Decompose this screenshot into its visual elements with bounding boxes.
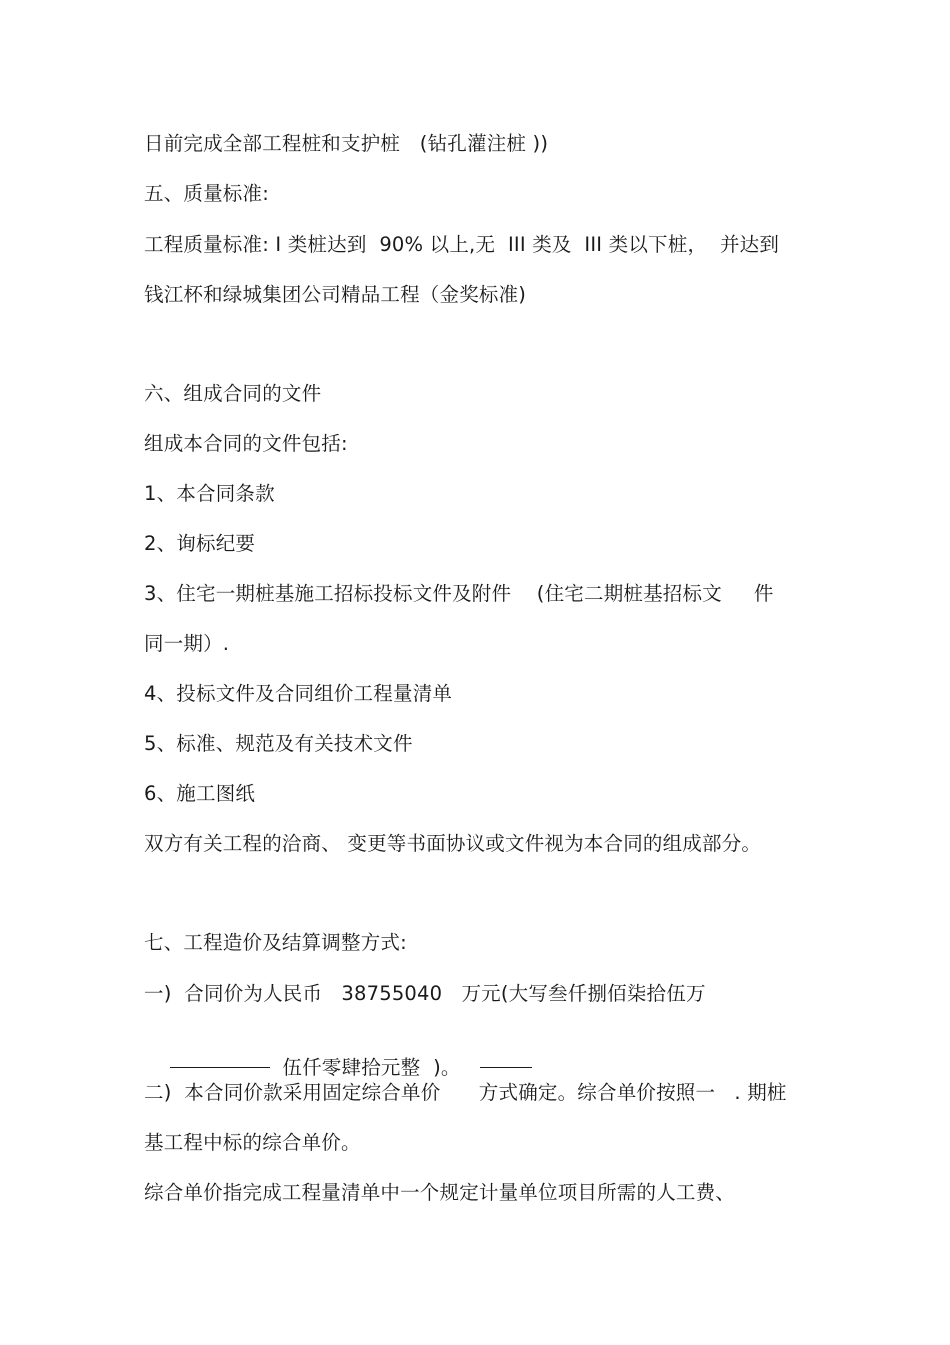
list-item: 2、询标纪要	[144, 532, 256, 555]
text-line: 同一期）.	[144, 632, 230, 655]
text-line: 工程质量标准: I 类桩达到 90% 以上,无 III 类及 III 类以下桩， 并达到	[144, 233, 780, 256]
text-line: 二) 本合同价款采用固定综合单价 方式确定。综合单价按照一 . 期桩	[144, 1081, 787, 1104]
section-heading-quality: 五、质量标准:	[144, 182, 269, 205]
text-line: 组成本合同的文件包括:	[144, 432, 348, 455]
underline-blank	[170, 1067, 270, 1068]
text-line: 钱江杯和绿城集团公司精品工程（金奖标准)	[144, 283, 527, 306]
section-heading-price: 七、工程造价及结算调整方式:	[144, 931, 407, 954]
text-line: 双方有关工程的洽商、 变更等书面协议或文件视为本合同的组成部分。	[144, 832, 762, 855]
list-item: 5、标准、规范及有关技术文件	[144, 732, 413, 755]
amount-text: 伍仟零肆拾元整 )。	[269, 1056, 461, 1079]
list-item: 6、施工图纸	[144, 782, 256, 805]
text-line: 基工程中标的综合单价。	[144, 1131, 361, 1154]
underline-blank	[480, 1067, 532, 1068]
text-line: 综合单价指完成工程量清单中一个规定计量单位项目所需的人工费、	[144, 1181, 736, 1204]
list-item: 1、本合同条款	[144, 482, 275, 505]
list-item: 4、投标文件及合同组价工程量清单	[144, 682, 453, 705]
list-item: 3、住宅一期桩基施工招标投标文件及附件 (住宅二期桩基招标文 件	[144, 582, 774, 605]
text-line: 一) 合同价为人民币 38755040 万元(大写叁仟捌佰柒拾伍万	[144, 982, 706, 1005]
text-line: 日前完成全部工程桩和支护桩 (钻孔灌注桩 ))	[144, 132, 549, 155]
section-heading-contract-documents: 六、组成合同的文件	[144, 382, 322, 405]
